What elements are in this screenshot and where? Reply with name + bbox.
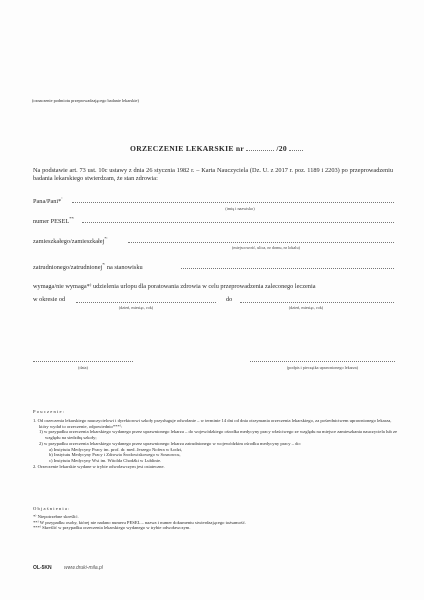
residence-caption: (miejscowość, ulica, nr domu, nr lokalu) [232, 245, 300, 250]
residence-label: zamieszkałego/zamieszkałej*⁾ [33, 236, 108, 246]
employed-label: zatrudnionego/zatrudnionej*⁾ na stanowisku [33, 262, 143, 272]
period-to-field[interactable] [240, 301, 394, 303]
website-link[interactable]: www.druki-mila.pl [64, 565, 103, 571]
title-label: ORZECZENIE LEKARSKIE nr [130, 144, 244, 153]
explanations-list [33, 514, 401, 531]
person-name-field[interactable] [72, 201, 394, 203]
number-field[interactable] [246, 144, 274, 151]
instruction-item-1-2a: a) Instytutu Medycyny Pracy im. prof. dr. med. Jerzego Nofera w Łodzi, [49, 446, 183, 452]
explanation-note-2: **⁾ W przypadku osoby, której nie nadano numeru PESEL – nazwa i numer dokumentu stwierdzającego tożsamość. [33, 519, 246, 525]
instruction-heading: Pouczenie: [33, 409, 66, 414]
pesel-field[interactable] [82, 221, 394, 223]
instruction-item-1-2c: c) Instytutu Medycyny Wsi im. Witolda Chodźki w Lublinie. [49, 458, 162, 464]
period-from-field[interactable] [76, 301, 216, 303]
period-to-label: do [226, 296, 233, 303]
doctor-signature-caption: (podpis i pieczątka uprawnionego lekarza) [286, 365, 359, 370]
period-label: w okresie od [33, 296, 66, 303]
form-code: OL-5KN [33, 565, 52, 571]
instruction-item-1-1: 1) w przypadku orzeczenia lekarskiego wydanego przez uprawnionego lekarza – do wojewódzkiego ośrodka medycyny pracy właściwego ze względu na miejsce zamieszkania nauczyciela lub ze względu na siedzibę szkoły; [39, 429, 398, 441]
explanation-note-1: *⁾ Niepotrzebne skreślić. [33, 514, 79, 519]
doctor-signature-field[interactable] [250, 360, 395, 362]
pesel-label: numer PESEL**⁾ [33, 216, 75, 226]
explanation-note-3: ***⁾ Skreślić w przypadku orzeczenia lekarskiego wydanego w trybie odwoławczym. [33, 525, 191, 531]
stamp-caption: (oznaczenie podmiotu przeprowadzającego badanie lekarskie) [32, 98, 139, 103]
person-caption: (imię i nazwisko) [225, 206, 255, 211]
date-from-caption: (dzień, miesiąc, rok) [118, 305, 154, 310]
date-caption: (data) [78, 365, 88, 370]
instruction-item-1-2: 2) w przypadku orzeczenia lekarskiego wydanego przez uprawnionego lekarza zatrudnionego w wojewódzkim ośrodku medycyny pracy – do: [39, 440, 302, 446]
year-field[interactable] [289, 144, 303, 151]
title-year-prefix: /20 [276, 144, 287, 153]
requires-text: wymaga/nie wymaga*⁾ udzielenia urlopu dla poratowania zdrowia w celu przeprowadzenia zaleconego leczenia [33, 283, 316, 290]
instruction-item-1-2b: b) Instytutu Medycyny Pracy i Zdrowia Środowiskowego w Sosnowcu, [49, 452, 181, 458]
position-field[interactable] [181, 267, 394, 269]
instruction-item-1: 1. Od orzeczenia lekarskiego nauczycielowi i dyrektorowi szkoły przysługuje odwołanie – w terminie 14 dni od dnia otrzymania orzeczenia lekarskiego, za pośrednictwem uprawnionego lekarza, który wydał to orzeczenie, odpowiednio***⁾: [33, 418, 392, 429]
page-title [130, 144, 330, 153]
instruction-list [33, 418, 401, 470]
date-to-caption: (dzień, miesiąc, rok) [288, 305, 324, 310]
date-signature-field[interactable] [33, 360, 133, 362]
explanations-heading: Objaśnienia: [33, 506, 71, 511]
residence-field[interactable] [128, 241, 394, 243]
intro-paragraph: Na podstawie art. 73 ust. 10c ustawy z dnia 26 stycznia 1982 r. – Karta Nauczyciela (Dz. U. z 2017 r. poz. 1189 i 2203) po przeprowadzeniu badania lekarskiego stwierdzam, że stan zdrowia: [33, 167, 393, 182]
person-label: Pana/Pani*⁾ [33, 196, 63, 206]
instruction-item-2: 2. Orzeczenie lekarskie wydane w trybie odwoławczym jest ostateczne. [33, 463, 165, 469]
